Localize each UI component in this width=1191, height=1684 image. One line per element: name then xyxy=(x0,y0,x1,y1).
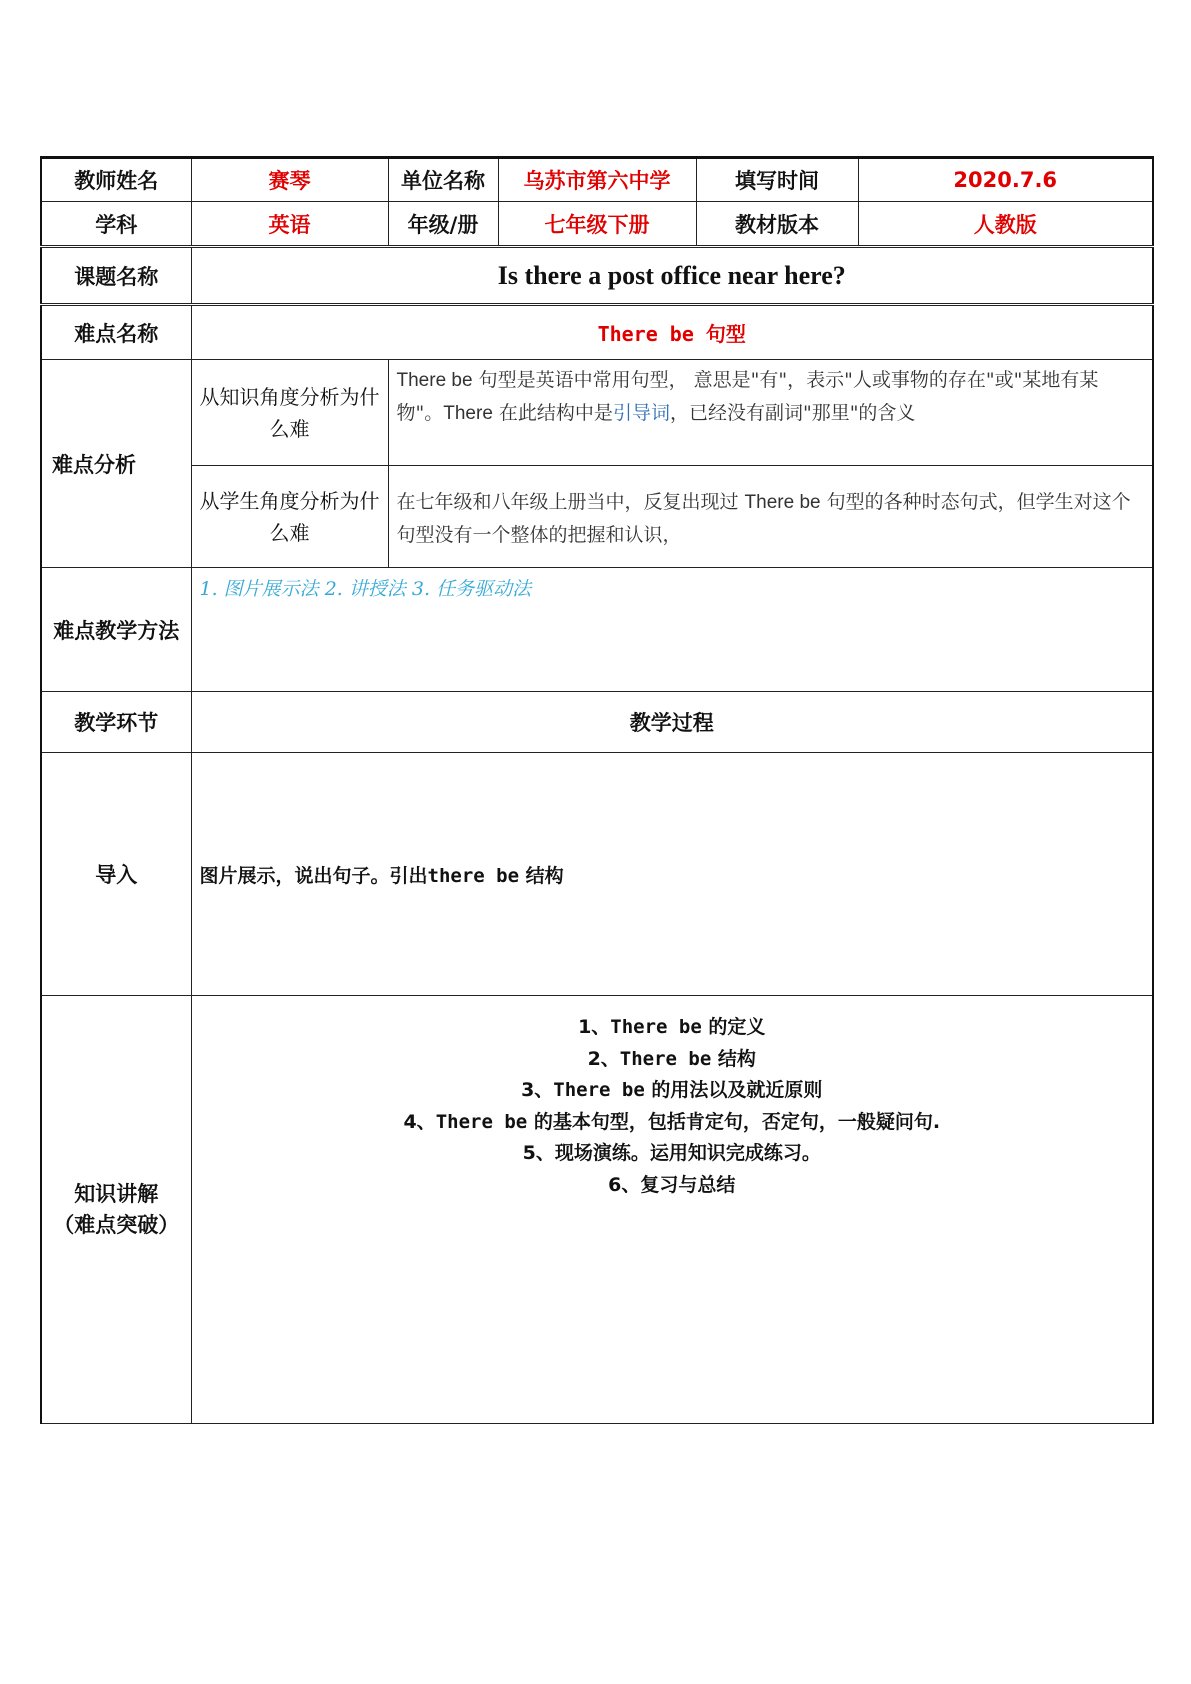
difficulty-name: There be 句型 xyxy=(191,305,1153,360)
edition-label: 教材版本 xyxy=(696,202,858,247)
knowledge-text-part: There be xyxy=(396,370,473,391)
knowledge-label xyxy=(41,996,191,1424)
point-text: 现场演练。运用知识完成练习。 xyxy=(554,1142,821,1164)
process-header-row xyxy=(41,692,1153,753)
knowledge-point xyxy=(200,1107,1145,1139)
knowledge-point xyxy=(200,1138,1145,1170)
knowledge-label-line-2: （难点突破） xyxy=(53,1212,180,1237)
knowledge-points xyxy=(191,996,1153,1424)
teacher-label: 教师姓名 xyxy=(41,158,191,202)
point-text: 复习与总结 xyxy=(640,1173,736,1196)
student-text-part: 在七年级和八年级上册当中，反复出现过 xyxy=(396,491,745,513)
intro-text-part: 图片展示，说出句子。引出 xyxy=(199,864,428,887)
header-row-1 xyxy=(41,158,1153,202)
grade-value: 七年级下册 xyxy=(498,202,696,247)
point-code: There be xyxy=(553,1079,645,1101)
unit-label: 单位名称 xyxy=(388,158,498,202)
topic-row xyxy=(41,247,1153,305)
point-number: 2、 xyxy=(587,1047,620,1070)
point-text: 的基本句型，包括肯定句，否定句，一般疑问句. xyxy=(527,1110,941,1133)
intro-row xyxy=(41,753,1153,996)
knowledge-text-part: 在此结构中是 xyxy=(492,402,613,424)
student-angle-label: 从学生角度分析为什么难 xyxy=(191,466,388,568)
unit-value: 乌苏市第六中学 xyxy=(498,158,696,202)
student-text-part: There be xyxy=(744,492,821,513)
subject-label: 学科 xyxy=(41,202,191,247)
lesson-plan-sheet xyxy=(40,156,1152,1424)
point-number: 1、 xyxy=(578,1016,611,1038)
point-number: 3、 xyxy=(521,1079,554,1101)
knowledge-label-line-1: 知识讲解 xyxy=(74,1181,159,1206)
section-label: 教学环节 xyxy=(41,692,191,753)
methods-row xyxy=(41,568,1153,692)
point-text: 的定义 xyxy=(701,1016,766,1038)
knowledge-point xyxy=(200,1012,1145,1044)
analysis-row-student xyxy=(41,466,1153,568)
knowledge-text-part: ，已经没有副词"那里"的含义 xyxy=(669,402,916,424)
student-angle-text xyxy=(388,466,1153,568)
intro-text xyxy=(191,753,1153,996)
knowledge-point xyxy=(200,1075,1145,1107)
point-code: There be xyxy=(619,1047,712,1070)
knowledge-point xyxy=(200,1170,1145,1202)
process-label: 教学过程 xyxy=(191,692,1153,753)
intro-text-part: there be xyxy=(427,864,520,887)
grade-label: 年级/册 xyxy=(388,202,498,247)
student-text-part: 句型的各种时态句式，但学生对这个句型没有一个整体的把握和认识， xyxy=(396,491,1131,546)
topic-title: Is there a post office near here? xyxy=(191,247,1153,305)
point-code: There be xyxy=(610,1016,702,1038)
point-number: 6、 xyxy=(608,1173,641,1196)
header-row-2 xyxy=(41,202,1153,247)
knowledge-text-part: 句型是英语中常用句型， 意思是"有"，表示"人或事物的存在"或"某地有某物"。 xyxy=(396,369,1099,424)
knowledge-text-part: There xyxy=(443,403,493,424)
guide-word-link: 引导词 xyxy=(612,402,670,424)
point-text: 结构 xyxy=(711,1047,756,1070)
intro-label: 导入 xyxy=(41,753,191,996)
teacher-value: 赛琴 xyxy=(191,158,388,202)
date-value: 2020.7.6 xyxy=(858,158,1153,202)
lesson-plan-table xyxy=(40,156,1154,1424)
methods-text: 1. 图片展示法 2. 讲授法 3. 任务驱动法 xyxy=(191,568,1153,692)
point-code: There be xyxy=(435,1110,528,1133)
difficulty-row xyxy=(41,305,1153,360)
point-text: 的用法以及就近原则 xyxy=(644,1079,823,1101)
analysis-row-knowledge xyxy=(41,360,1153,466)
knowledge-angle-text xyxy=(388,360,1153,466)
date-label: 填写时间 xyxy=(696,158,858,202)
knowledge-row xyxy=(41,996,1153,1424)
topic-label: 课题名称 xyxy=(41,247,191,305)
knowledge-angle-label: 从知识角度分析为什么难 xyxy=(191,360,388,466)
knowledge-point xyxy=(200,1044,1145,1076)
subject-value: 英语 xyxy=(191,202,388,247)
intro-text-part: 结构 xyxy=(519,864,564,887)
analysis-label: 难点分析 xyxy=(41,360,191,568)
difficulty-label: 难点名称 xyxy=(41,305,191,360)
point-number: 5、 xyxy=(522,1142,555,1164)
edition-value: 人教版 xyxy=(858,202,1153,247)
point-number: 4、 xyxy=(403,1110,436,1133)
methods-label: 难点教学方法 xyxy=(41,568,191,692)
